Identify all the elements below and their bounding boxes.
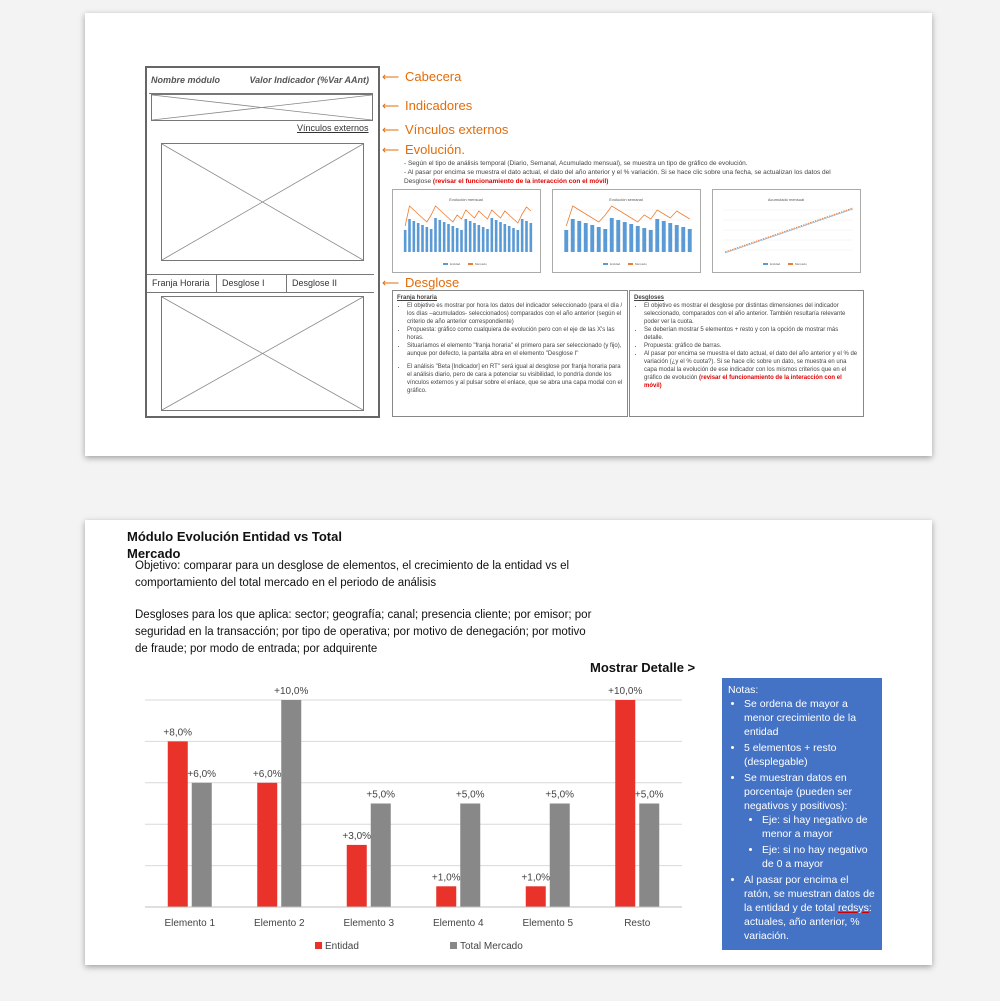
mini-bar (452, 226, 455, 252)
mini-bar (482, 227, 485, 252)
data-label: +5,0% (634, 789, 664, 801)
legend-label: Total Mercado (460, 941, 523, 952)
mini-bar (439, 220, 442, 252)
evolution-note-2 (404, 168, 844, 186)
mini-bar (421, 225, 424, 252)
bar-mercado (281, 700, 301, 907)
data-label: +5,0% (455, 789, 485, 801)
legend-label: Entidad (770, 262, 781, 266)
mini-bar (610, 218, 614, 252)
arrow-left-icon: ⟵ (382, 70, 400, 84)
data-label: +10,0% (608, 686, 643, 697)
desglose-red-note: (revisar el funcionamiento de la interacción con el móvil) (644, 375, 842, 389)
evolution-chart-placeholder (161, 143, 364, 261)
note-item-text: Al pasar por encima el ratón, se muestran datos de la entidad y de total (744, 874, 875, 914)
evolution-note-2-red: (revisar el funcionamiento de la interacción con el móvil) (432, 178, 609, 185)
desglose-item: • El objetivo es mostrar el desglose por distintas dimensiones del indicador seleccionado, comparados con el año anterior. También resultaría relevante poder ver la cuota. (644, 302, 859, 326)
callout-indicadores: Indicadores (405, 98, 473, 113)
mini-bar (525, 221, 528, 252)
evolution-notes (404, 159, 844, 186)
note-item: • 5 elementos + resto (desplegable) (744, 741, 876, 769)
arrow-left-icon: ⟵ (382, 143, 400, 157)
mini-bar (413, 221, 416, 252)
mini-bar (478, 225, 481, 252)
franja-item: • El análisis "Beta [Indicador] en RT" será igual al desglose por franja horaria para el análisis diario, pero de cara a potenciar su visibilidad, lo pondría donde los vínculos externos y al pulsar sobre el enlace, que se abra una capa modal con el gráfico. (407, 363, 623, 395)
mini-bar (616, 220, 620, 252)
callout-cabecera: Cabecera (405, 69, 462, 84)
mini-bar (655, 219, 659, 252)
mini-bar (512, 228, 515, 252)
breakdown-tabs (147, 274, 374, 293)
arrow-left-icon: ⟵ (382, 99, 400, 113)
evolution-note-2-text: - Al pasar por encima se muestra el dato actual, el dato del año anterior y el % variación. Si se hace clic sobre una fecha, se actualizan los datos del Desglose (404, 169, 831, 185)
mini-chart-title: Evolución mensual (449, 197, 483, 202)
franja-box-title: Franja horaria (397, 295, 438, 301)
callout-vinculos: Vínculos externos (405, 122, 509, 137)
legend-label: Entidad (610, 262, 621, 266)
note-item (744, 771, 876, 871)
legend-label: Mercado (475, 262, 487, 266)
note-item-keyword: redsys (837, 902, 869, 914)
mini-bar (597, 227, 601, 252)
note-item (744, 873, 876, 943)
desglose-item-text: Al pasar por encima se muestra el dato actual, el dato del año anterior y el % de variación (¿y el % cuota?). Si se hace clic sobre un dato, se muestra en una capa modal la evolución de ese indicador con los mismos criterios que en el gráfico de evolución (644, 351, 858, 381)
breakdown-chart-placeholder (161, 296, 364, 411)
mini-bar (668, 223, 672, 252)
mini-bar (426, 227, 429, 252)
mini-bar (571, 219, 575, 252)
category-label: Elemento 3 (343, 918, 395, 929)
mini-bar (584, 223, 588, 252)
mini-bar (623, 222, 627, 252)
mini-bar (675, 225, 679, 252)
mini-bar (590, 225, 594, 252)
note-item-text: Se muestran datos en porcentaje (pueden ser negativos y positivos): (744, 772, 852, 812)
bar-entidad (436, 886, 456, 907)
bar-entidad (168, 741, 188, 907)
data-label: +3,0% (342, 830, 372, 842)
module-name-label: Nombre módulo (151, 75, 220, 85)
data-label: +1,0% (521, 872, 551, 884)
callout-desglose: Desglose (405, 275, 460, 290)
desgloses-box-title: Desgloses (634, 295, 665, 301)
evolution-module-slide (85, 520, 932, 965)
mini-bar (443, 222, 446, 252)
mini-bar (688, 229, 692, 252)
wireframe-slide (85, 13, 932, 456)
tab-franja-horaria[interactable]: Franja Horaria (147, 275, 217, 292)
category-label: Elemento 2 (253, 918, 305, 929)
mini-bar (456, 228, 459, 252)
mini-bar (465, 219, 468, 252)
notes-panel (722, 678, 882, 950)
data-label: +10,0% (274, 686, 309, 697)
mini-bar (460, 230, 463, 252)
bar-mercado (639, 804, 659, 908)
breakdowns-text: Desgloses para los que aplica: sector; geografía; canal; presencia cliente; por emisor; por seguridad en la transacción; por tipo de operativa; por motivo de denegación; por motivo de fraude; por modo de entrada; por adquirente (135, 609, 592, 655)
franja-horaria-box (392, 290, 628, 417)
mini-bar (486, 229, 489, 252)
mini-bar (508, 226, 511, 252)
bar-entidad (615, 700, 635, 907)
mini-chart-title: Acumulado mensual (767, 197, 805, 202)
data-label: +6,0% (252, 768, 282, 780)
mini-bar (447, 224, 450, 252)
indicator-value-label: Valor Indicador (%Var AAnt) (249, 75, 369, 85)
desglose-item (644, 350, 859, 390)
franja-item: • Propuesta: gráfico como cualquiera de evolución pero con el eje de las X's las horas. (407, 326, 623, 342)
legend-swatch (763, 263, 768, 265)
mini-bar (577, 221, 581, 252)
mini-bar (603, 229, 607, 252)
arrow-left-icon: ⟵ (382, 276, 400, 290)
franja-item: • El objetivo es mostrar por hora los datos del indicador seleccionado (para el día / los días –acumulados- seleccionados) comparados con el año anterior (según el criterio de año anterior correspondiente) (407, 302, 623, 326)
data-label: +6,0% (187, 768, 217, 780)
mini-bar (473, 223, 476, 252)
mini-bar (530, 223, 533, 252)
wireframe-header (149, 69, 373, 94)
mini-chart-weekly (552, 189, 701, 273)
category-label: Elemento 1 (164, 918, 216, 929)
mini-chart-title: Evolución semanal (609, 197, 643, 202)
legend-label: Mercado (635, 262, 647, 266)
franja-item: • Situaríamos el elemento "franja horaria" el primero para ser seleccionado (y fijo), aunque por defecto, la pantalla abra en el elemento "Desglose I" (407, 342, 623, 358)
note-item-text: : actuales, año anterior, % variación. (744, 902, 872, 942)
evolution-note-1: - Según el tipo de análisis temporal (Diario, Semanal, Acumulado mensual), se muestra un tipo de gráfico de evolución. (404, 160, 748, 167)
tab-desglose-ii[interactable]: Desglose II (292, 278, 338, 288)
legend-swatch (468, 263, 473, 265)
mini-bar (681, 227, 685, 252)
category-label: Resto (624, 918, 651, 929)
mini-line (725, 209, 853, 253)
legend-label: Mercado (795, 262, 807, 266)
objective-text: Objetivo: comparar para un desglose de elementos, el crecimiento de la entidad vs el comportamiento del total mercado en el periodo de análisis (135, 560, 570, 589)
mini-line (405, 206, 531, 226)
mini-bar (404, 230, 407, 252)
mini-bar (517, 230, 520, 252)
mini-bar (521, 219, 524, 252)
legend-swatch (315, 942, 322, 949)
entity-vs-market-bar-chart (85, 520, 725, 965)
mini-bar (564, 230, 568, 252)
mini-bar (417, 223, 420, 252)
data-label: +5,0% (366, 789, 396, 801)
legend-label: Entidad (450, 262, 461, 266)
bar-mercado (550, 804, 570, 908)
mini-chart-cumulative (712, 189, 861, 273)
desglose-item: • Propuesta: gráfico de barras. (644, 342, 859, 350)
category-label: Elemento 4 (432, 918, 484, 929)
note-item: • Se ordena de mayor a menor crecimiento de la entidad (744, 697, 876, 739)
legend-swatch (443, 263, 448, 265)
bar-entidad (347, 845, 367, 907)
bar-mercado (371, 804, 391, 908)
data-label: +1,0% (431, 872, 461, 884)
bar-entidad (526, 886, 546, 907)
notes-title: Notas: (728, 684, 759, 696)
mini-bar (649, 230, 653, 252)
mini-bar (469, 221, 472, 252)
bar-mercado (460, 804, 480, 908)
tab-desglose-i[interactable]: Desglose I (217, 275, 287, 292)
data-label: +5,0% (545, 789, 575, 801)
mini-bar (642, 228, 646, 252)
mini-bar (408, 219, 411, 252)
show-detail-link[interactable]: Mostrar Detalle > (590, 660, 696, 675)
legend-swatch (788, 263, 793, 265)
note-subitem: • Eje: si hay negativo de menor a mayor (762, 813, 876, 841)
legend-swatch (450, 942, 457, 949)
mini-bar (491, 218, 494, 252)
arrow-left-icon: ⟵ (382, 123, 400, 137)
desgloses-box (629, 290, 864, 417)
legend-label: Entidad (325, 941, 359, 952)
legend-swatch (603, 263, 608, 265)
callout-evolucion: Evolución. (405, 142, 465, 157)
data-label: +8,0% (163, 727, 193, 739)
bar-mercado (192, 783, 212, 907)
category-label: Elemento 5 (522, 918, 574, 929)
mini-bar (430, 229, 433, 252)
indicators-placeholder (151, 94, 373, 121)
mini-bar (504, 224, 507, 252)
note-subitem: • Eje: si no hay negativo de 0 a mayor (762, 843, 876, 871)
legend-swatch (628, 263, 633, 265)
desglose-item: • Se deberían mostrar 5 elementos + resto y con la opción de mostrar más detalle. (644, 326, 859, 342)
external-links-link[interactable]: Vínculos externos (297, 123, 369, 133)
mini-bar (495, 220, 498, 252)
mini-chart-monthly (392, 189, 541, 273)
mini-bar (662, 221, 666, 252)
bar-entidad (257, 783, 277, 907)
mini-bar (629, 224, 633, 252)
mini-bar (636, 226, 640, 252)
mini-bar (434, 218, 437, 252)
page-title: Módulo Evolución Entidad vs Total Mercado (127, 529, 342, 561)
mini-bar (499, 222, 502, 252)
